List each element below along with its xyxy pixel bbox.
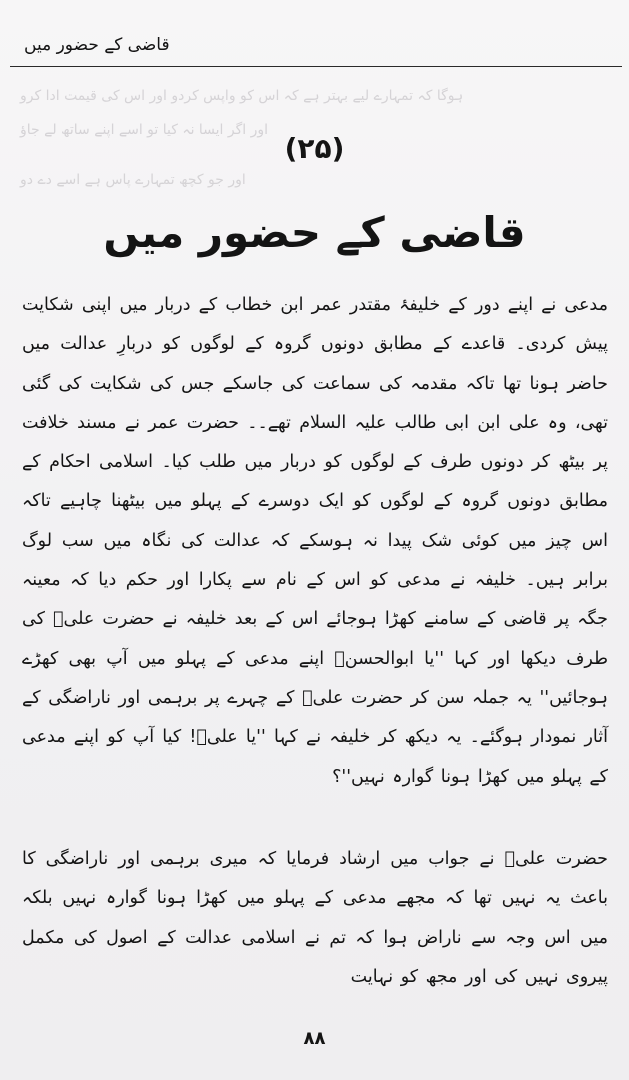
header-rule [10, 66, 622, 67]
chapter-title: قاضی کے حضور میں [103, 208, 526, 257]
page-number: ۸۸ [303, 1028, 326, 1049]
chapter-number: (۲۵) [284, 132, 345, 165]
paragraph-1: مدعی نے اپنے دور کے خلیفۂ مقتدر عمر ابن خطاب کے دربار میں اپنی شکایت پیش کردی۔ قاعدے کے مطابق دونوں گروہ کے لوگوں کو دربارِ عدالت میں حاضر ہونا تھا تاکہ مقدمہ کی سماعت کی جاسکے جس کی شکایت کی گئی تھی، وہ علی ابن ابی طالب علیہ السلام تھے۔۔ حضرت عمر نے مسند خلافت پر بیٹھ کر دونوں طرف کے لوگوں کو دربار میں طلب کیا۔ اسلامی احکام کے مطابق دونوں گروہ کے لوگوں کو ایک دوسرے کے پہلو میں بیٹھنا چاہیے تاکہ اس چیز میں کوئی شک پیدا نہ ہوسکے کہ عدالت کی نگاہ میں سب لوگ برابر ہیں۔ خلیفہ نے مدعی کو اس کے نام سے پکارا اور حکم دیا کہ معینہ جگہ پر قاضی کے سامنے کھڑا ہوجائے اس کے بعد خلیفہ نے حضرت علیؑ کی طرف دیکھا اور کہا ''یا ابوالحسنؑ اپنے مدعی کے پہلو میں آپ بھی کھڑے ہوجائیں'' یہ جملہ سن کر حضرت علیؑ کے چہرے پر برہمی اور ناراضگی کے آثار نمودار ہوگئے۔ یہ دیکھ کر خلیفہ نے کہا ''یا علیؑ! کیا آپ کو اپنے مدعی کے پہلو میں کھڑا ہونا گوارہ نہیں''؟ [22, 295, 608, 787]
running-header-title: قاضی کے حضور میں [24, 35, 170, 55]
book-page: قاضی کے حضور میں ہوگا کہ تمہارے لیے بہتر ہے کہ اس کو واپس کردو اور اس کی قیمت ادا کرو اور اگر ایسا نہ کیا تو اسے اپنے ساتھ لے جاؤ اور جو کچھ تمہارے پاس ہے اسے دے دو (۲۵) قاضی کے حضور میں مدعی نے اپنے دور کے خلیفۂ مقتدر عمر ابن خطاب کے دربار میں اپنی شکایت پیش کردی۔ قاعدے کے مطابق دونوں گروہ کے لوگوں کو دربارِ عدالت میں حاضر ہونا تھا تاکہ مقدمہ کی سماعت کی جاسکے جس کی شکایت کی گئی تھی، وہ علی ابن ابی طالب علیہ السلام تھے۔۔ حضرت عمر نے مسند خلافت پر بیٹھ کر دونوں طرف کے لوگوں کو دربار میں طلب کیا۔ اسلامی احکام کے مطابق دونوں گروہ کے لوگوں کو ایک دوسرے کے پہلو میں بیٹھنا چاہیے تاکہ اس چیز میں کوئی شک پیدا نہ ہوسکے کہ عدالت کی نگاہ میں سب لوگ برابر ہیں۔ خلیفہ نے مدعی کو اس کے نام سے پکارا اور حکم دیا کہ معینہ جگہ پر قاضی کے سامنے کھڑا ہوجائے اس کے بعد خلیفہ نے حضرت علیؑ کی طرف دیکھا اور کہا ''یا ابوالحسنؑ اپنے مدعی کے پہلو میں آپ بھی کھڑے ہوجائیں'' یہ جملہ سن کر حضرت علیؑ کے چہرے پر برہمی اور ناراضگی کے آثار نمودار ہوگئے۔ یہ دیکھ کر خلیفہ نے کہا ''یا علیؑ! کیا آپ کو اپنے مدعی کے پہلو میں کھڑا ہونا گوارہ نہیں''؟ حضرت علیؑ نے جواب میں ارشاد فرمایا کہ میری برہمی اور ناراضگی کا باعث یہ نہیں تھا کہ مجھے مدعی کے پہلو میں کھڑا ہونا گوارہ نہیں بلکہ میں اس وجہ سے ناراض ہوا کہ تم نے اسلامی عدالت کے اصول کی مکمل پیروی نہیں کی اور مجھ کو نہایت ۸۸ [0, 0, 629, 1080]
paragraph-2: حضرت علیؑ نے جواب میں ارشاد فرمایا کہ میری برہمی اور ناراضگی کا باعث یہ نہیں تھا کہ مجھے مدعی کے پہلو میں کھڑا ہونا گوارہ نہیں بلکہ میں اس وجہ سے ناراض ہوا کہ تم نے اسلامی عدالت کے اصول کی مکمل پیروی نہیں کی اور مجھ کو نہایت [22, 849, 608, 987]
